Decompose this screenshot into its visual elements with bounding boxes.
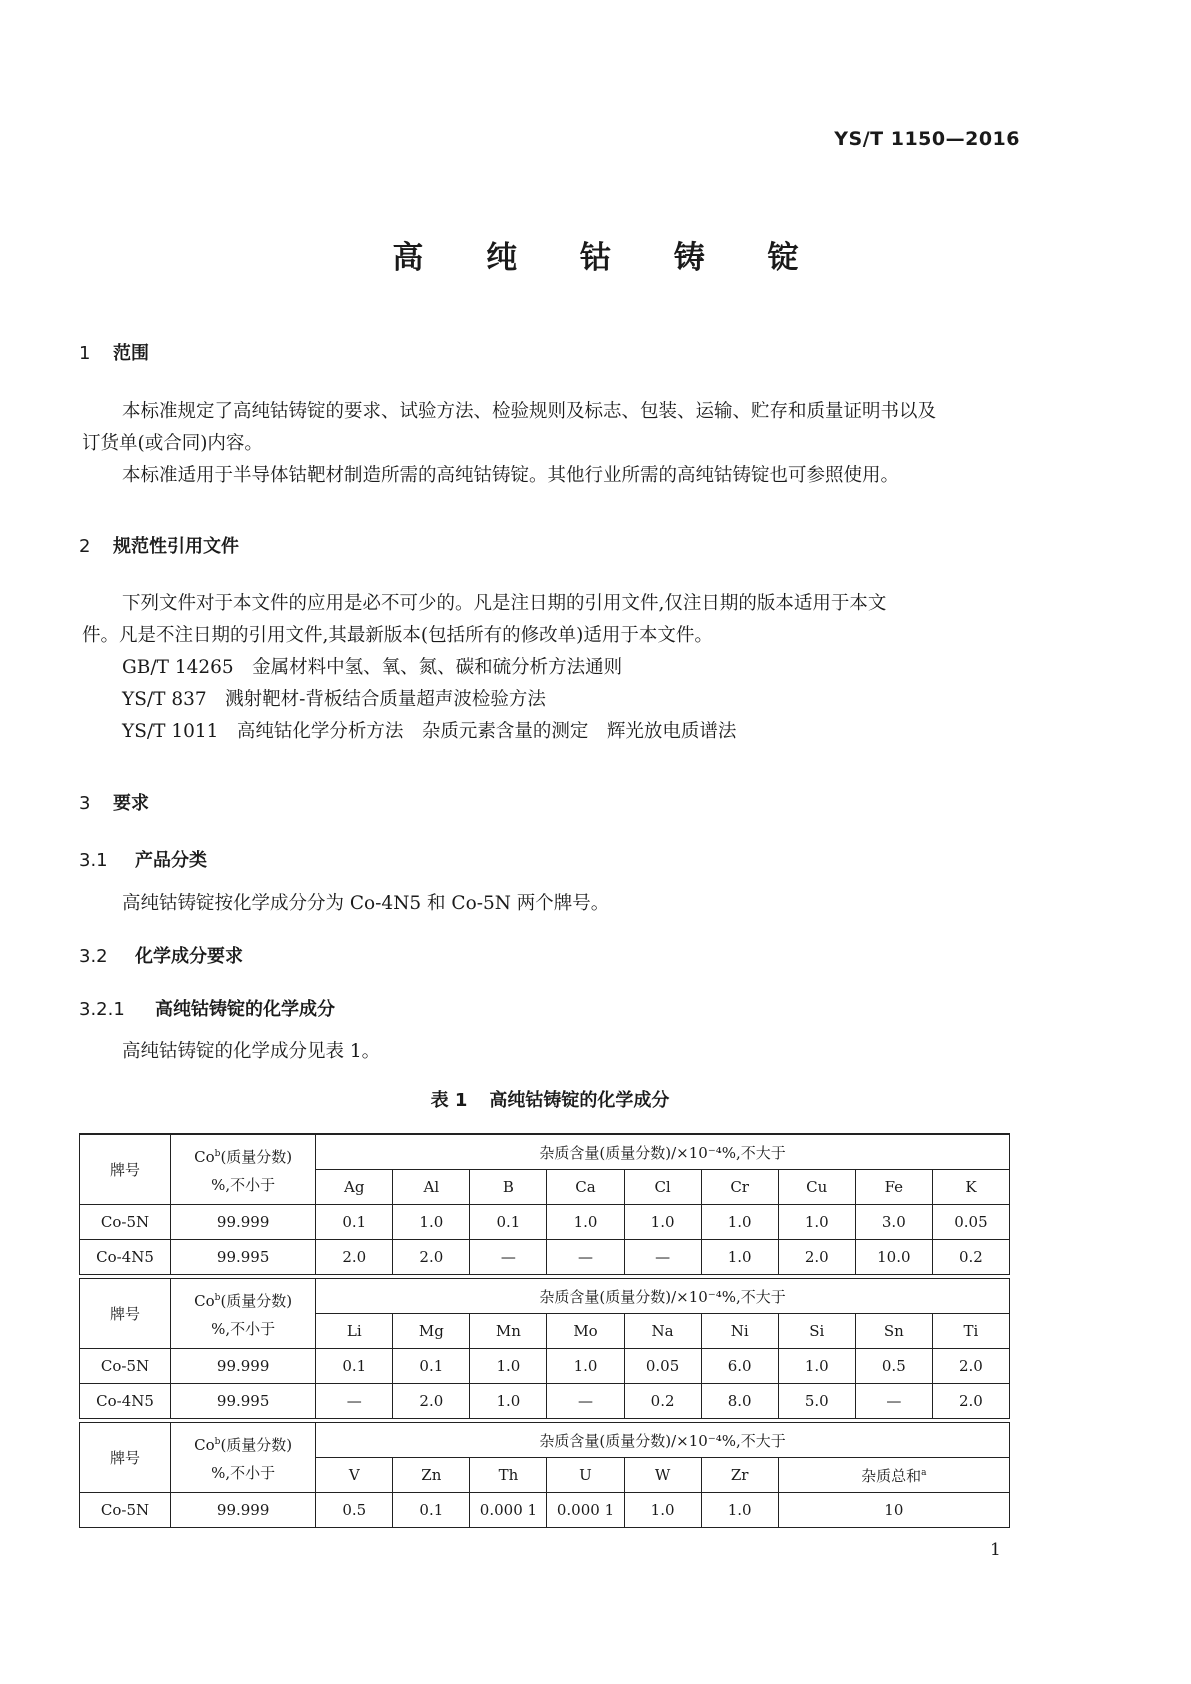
value-cell: 0.000 1 xyxy=(470,1493,547,1528)
value-cell: 10.0 xyxy=(855,1240,932,1275)
value-cell: 1.0 xyxy=(701,1493,778,1528)
element-header: Ni xyxy=(701,1314,778,1349)
element-header: Zr xyxy=(701,1458,778,1493)
section-1-heading xyxy=(79,339,149,365)
element-header: Zn xyxy=(393,1458,470,1493)
element-header: W xyxy=(624,1458,701,1493)
grade-cell: Co-4N5 xyxy=(80,1240,171,1275)
element-header: Mg xyxy=(393,1314,470,1349)
element-header: Th xyxy=(470,1458,547,1493)
section-number: 2 xyxy=(79,536,91,557)
subsection-3-2-heading xyxy=(79,942,243,968)
element-header: K xyxy=(932,1170,1009,1205)
element-header: Ti xyxy=(932,1314,1009,1349)
value-cell: 1.0 xyxy=(624,1493,701,1528)
impurity-header: 杂质含量(质量分数)/×10⁻⁴%,不大于 xyxy=(316,1423,1010,1458)
element-header: Sn xyxy=(855,1314,932,1349)
value-cell: 0.1 xyxy=(393,1493,470,1528)
value-cell: 1.0 xyxy=(547,1349,624,1384)
element-header: Cr xyxy=(701,1170,778,1205)
value-cell: 8.0 xyxy=(701,1384,778,1419)
impurity-header: 杂质含量(质量分数)/×10⁻⁴%,不大于 xyxy=(316,1279,1010,1314)
table-row xyxy=(80,1240,1010,1275)
total-cell: 10 xyxy=(778,1493,1009,1528)
element-header: B xyxy=(470,1170,547,1205)
value-cell: 1.0 xyxy=(701,1205,778,1240)
reference-item: YS/T 837 溅射靶材-背板结合质量超声波检验方法 xyxy=(122,689,546,710)
value-cell: 2.0 xyxy=(932,1384,1009,1419)
cobalt-header: Co$^b$(质量分数) %,不小于 xyxy=(171,1423,316,1493)
paragraph: 高纯钴铸锭按化学成分分为 Co-4N5 和 Co-5N 两个牌号。 xyxy=(122,893,610,914)
value-cell: 0.5 xyxy=(316,1493,393,1528)
element-header: V xyxy=(316,1458,393,1493)
impurity-header: 杂质含量(质量分数)/×10⁻⁴%,不大于 xyxy=(316,1134,1010,1170)
value-cell: — xyxy=(470,1240,547,1275)
section-title: 化学成分要求 xyxy=(135,946,243,967)
reference-item: YS/T 1011 高纯钴化学分析方法 杂质元素含量的测定 辉光放电质谱法 xyxy=(122,721,737,742)
element-header: Cl xyxy=(624,1170,701,1205)
section-number: 3.2.1 xyxy=(79,999,125,1020)
value-cell: — xyxy=(316,1384,393,1419)
value-cell: 1.0 xyxy=(393,1205,470,1240)
section-title: 产品分类 xyxy=(135,850,207,871)
value-cell: 0.05 xyxy=(932,1205,1009,1240)
section-title: 规范性引用文件 xyxy=(113,536,239,557)
table-title: 高纯钴铸锭的化学成分 xyxy=(489,1090,670,1111)
section-number: 3 xyxy=(79,793,91,814)
paragraph: 高纯钴铸锭的化学成分见表 1。 xyxy=(122,1041,381,1062)
value-cell: 0.5 xyxy=(855,1349,932,1384)
page-number: 1 xyxy=(990,1540,1001,1560)
grade-cell: Co-5N xyxy=(80,1493,171,1528)
subsection-3-2-1-heading xyxy=(79,995,335,1021)
value-cell: 1.0 xyxy=(470,1349,547,1384)
value-cell: 1.0 xyxy=(470,1384,547,1419)
section-title: 高纯钴铸锭的化学成分 xyxy=(155,999,335,1020)
value-cell: — xyxy=(624,1240,701,1275)
value-cell: 1.0 xyxy=(624,1205,701,1240)
element-header: Ag xyxy=(316,1170,393,1205)
table-row xyxy=(80,1349,1010,1384)
table-caption xyxy=(0,1086,1100,1112)
element-header: Fe xyxy=(855,1170,932,1205)
paragraph: 订货单(或合同)内容。 xyxy=(82,433,263,454)
value-cell: — xyxy=(547,1384,624,1419)
value-cell: 1.0 xyxy=(778,1205,855,1240)
value-cell: 0.1 xyxy=(393,1349,470,1384)
value-cell: 6.0 xyxy=(701,1349,778,1384)
document-title: 高 纯 钴 铸 锭 xyxy=(392,240,825,276)
subsection-3-1-heading xyxy=(79,846,207,872)
grade-cell: Co-5N xyxy=(80,1205,171,1240)
paragraph: 下列文件对于本文件的应用是必不可少的。凡是注日期的引用文件,仅注日期的版本适用于本文 xyxy=(122,593,887,614)
value-cell: 0.000 1 xyxy=(547,1493,624,1528)
section-2-heading xyxy=(79,532,239,558)
element-header: Li xyxy=(316,1314,393,1349)
cobalt-header: Co$^b$(质量分数) %,不小于 xyxy=(171,1279,316,1349)
value-cell: 2.0 xyxy=(393,1384,470,1419)
section-number: 1 xyxy=(79,343,91,364)
grade-header: 牌号 xyxy=(80,1134,171,1205)
value-cell: 2.0 xyxy=(932,1349,1009,1384)
cobalt-cell: 99.999 xyxy=(171,1493,316,1528)
element-header: Mn xyxy=(470,1314,547,1349)
paragraph: 本标准规定了高纯钴铸锭的要求、试验方法、检验规则及标志、包装、运输、贮存和质量证明书以及 xyxy=(122,401,937,422)
value-cell: 0.2 xyxy=(624,1384,701,1419)
section-3-heading xyxy=(79,789,149,815)
element-header: Ca xyxy=(547,1170,624,1205)
standard-number: YS/T 1150—2016 xyxy=(834,128,1020,150)
section-number: 3.1 xyxy=(79,850,108,871)
value-cell: — xyxy=(547,1240,624,1275)
cobalt-cell: 99.999 xyxy=(171,1205,316,1240)
table-row xyxy=(80,1493,1010,1528)
value-cell: 0.1 xyxy=(470,1205,547,1240)
element-header: U xyxy=(547,1458,624,1493)
element-header: Al xyxy=(393,1170,470,1205)
value-cell: 2.0 xyxy=(778,1240,855,1275)
value-cell: 2.0 xyxy=(316,1240,393,1275)
grade-cell: Co-5N xyxy=(80,1349,171,1384)
cobalt-cell: 99.995 xyxy=(171,1240,316,1275)
cobalt-header: Co$^b$(质量分数) %,不小于 xyxy=(171,1134,316,1205)
grade-header: 牌号 xyxy=(80,1423,171,1493)
value-cell: 0.1 xyxy=(316,1349,393,1384)
value-cell: 0.2 xyxy=(932,1240,1009,1275)
element-header: Cu xyxy=(778,1170,855,1205)
element-header: Si xyxy=(778,1314,855,1349)
section-title: 范围 xyxy=(113,343,149,364)
section-number: 3.2 xyxy=(79,946,108,967)
element-header: Mo xyxy=(547,1314,624,1349)
cobalt-cell: 99.995 xyxy=(171,1384,316,1419)
value-cell: 0.05 xyxy=(624,1349,701,1384)
table-row xyxy=(80,1384,1010,1419)
paragraph: 件。凡是不注日期的引用文件,其最新版本(包括所有的修改单)适用于本文件。 xyxy=(82,625,713,646)
total-impurity-header: 杂质总和$^a$ xyxy=(778,1458,1009,1493)
element-header: Na xyxy=(624,1314,701,1349)
grade-header: 牌号 xyxy=(80,1279,171,1349)
value-cell: 5.0 xyxy=(778,1384,855,1419)
chemical-composition-table xyxy=(79,1133,1010,1528)
table-row xyxy=(80,1205,1010,1240)
cobalt-cell: 99.999 xyxy=(171,1349,316,1384)
value-cell: 2.0 xyxy=(393,1240,470,1275)
value-cell: 0.1 xyxy=(316,1205,393,1240)
paragraph: 本标准适用于半导体钴靶材制造所需的高纯钴铸锭。其他行业所需的高纯钴铸锭也可参照使用。 xyxy=(122,465,900,486)
table-number: 表 1 xyxy=(430,1090,468,1111)
value-cell: 1.0 xyxy=(701,1240,778,1275)
reference-item: GB/T 14265 金属材料中氢、氧、氮、碳和硫分析方法通则 xyxy=(122,657,623,678)
value-cell: 3.0 xyxy=(855,1205,932,1240)
value-cell: 1.0 xyxy=(778,1349,855,1384)
value-cell: 1.0 xyxy=(547,1205,624,1240)
section-title: 要求 xyxy=(113,793,149,814)
value-cell: — xyxy=(855,1384,932,1419)
grade-cell: Co-4N5 xyxy=(80,1384,171,1419)
